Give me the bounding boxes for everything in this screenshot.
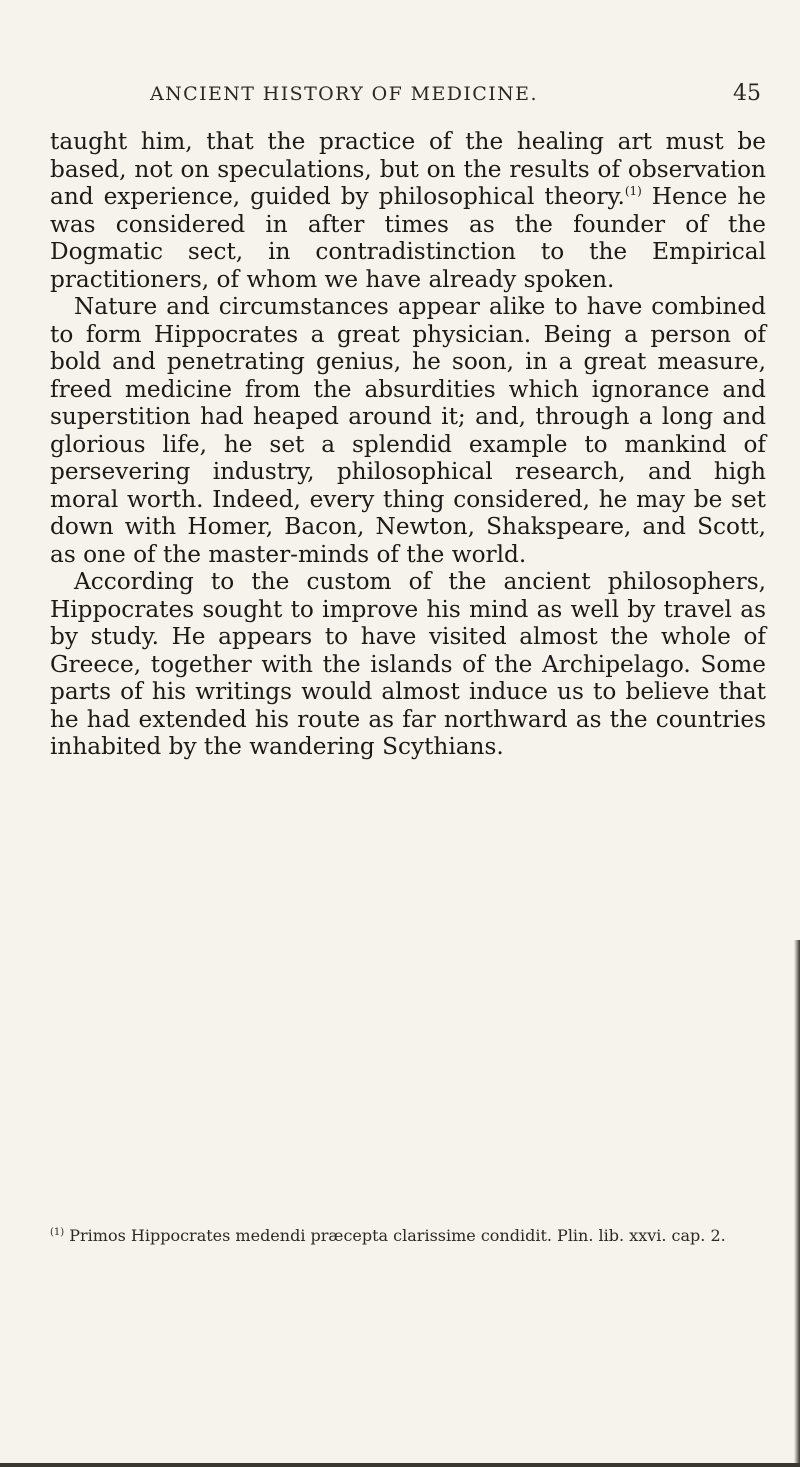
page-number: 45 — [733, 81, 761, 106]
running-title: ANCIENT HISTORY OF MEDICINE. — [150, 83, 538, 105]
paragraph-3: According to the custom of the ancient philosophers, Hippocrates sought to improve his mind as well by travel as by study. He appears to have visited almost the whole of Greece, together with the islands of the Archipelago. Some parts of his writings would almost induce us to believe that he had extended his route as far northward as the countries inhabited by the wandering Scythians. — [50, 568, 766, 760]
footnote-marker: (1) — [50, 1227, 65, 1238]
page-edge-shadow — [794, 940, 800, 1467]
footnote-text: Primos Hippocrates medendi præcepta clarissime condidit. Plin. lib. xxvi. cap. 2. — [64, 1226, 726, 1245]
paragraph-1-text-a: taught him, that the practice of the healing art must be based, not on speculations, but on the results of observation and experience, guided by philosophical theory. — [50, 128, 766, 210]
page-bottom-edge — [0, 1463, 800, 1467]
paragraph-2: Nature and circumstances appear alike to have combined to form Hippocrates a great physician. Being a person of bold and penetrating genius, he soon, in a great measure, freed medicine from the absurdities which ignorance and superstition had heaped around it; and, through a long and glorious life, he set a splendid example to mankind of persevering industry, philosophical research, and high moral worth. Indeed, every thing considered, he may be set down with Homer, Bacon, Newton, Shakspeare, and Scott, as one of the master-minds of the world. — [50, 293, 766, 568]
footnote — [50, 1226, 762, 1246]
footnote-reference[interactable]: (1) — [624, 184, 642, 198]
paragraph-1-text-b: Hence he was considered in after times as the founder of the Dogmatic sect, in contradistinction to the Empirical practitioners, of whom we have already spoken. — [50, 183, 766, 293]
body-text — [50, 128, 766, 761]
paragraph-1 — [50, 128, 766, 293]
